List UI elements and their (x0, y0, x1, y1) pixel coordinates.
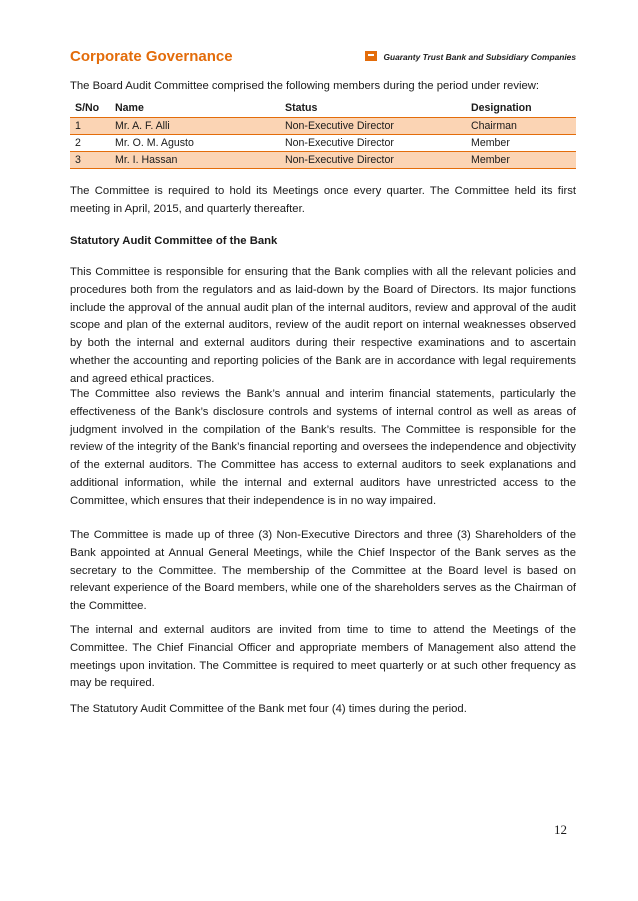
bank-name-header (365, 51, 576, 62)
intro-text: The Board Audit Committee comprised the following members during the period under review: (70, 80, 540, 92)
cell-name: Mr. O. M. Agusto (110, 135, 280, 152)
paragraph-reviews: The Committee also reviews the Bank’s annual and interim financial statements, particularly the effectiveness of the Bank’s disclosure controls and systems of internal control as well as areas of judgment involved in the compilation of the Bank’s results. The Committee is responsible for the review of the integrity of the Bank’s financial reporting and oversees the independence and objectivity of the external auditors. The Committee has access to external auditors to seek explanations and additional information, while the internal and external auditors have unrestricted access to the Committee, which ensures that their independence is in no way impaired. (70, 388, 576, 507)
table-row (70, 152, 576, 169)
bank-name-text: Guaranty Trust Bank and Subsidiary Companies (383, 52, 576, 62)
table-row (70, 135, 576, 152)
page-header (70, 48, 576, 70)
column-header-status: Status (280, 98, 466, 118)
section-title: Corporate Governance (70, 48, 233, 65)
cell-sno: 1 (70, 118, 110, 135)
paragraph-composition: The Committee is made up of three (3) Non-Executive Directors and three (3) Shareholders of the Bank appointed at Annual General Meetings, while the Chief Inspector of the Bank serves as the secretary to the Committee. The membership of the Committee at the Board level is based on relevant experience of the Board members, while one of the shareholders serves as the Chairman of the Committee. (70, 529, 576, 613)
cell-sno: 2 (70, 135, 110, 152)
cell-designation: Member (466, 135, 576, 152)
paragraph-responsibilities: This Committee is responsible for ensuring that the Bank complies with all the relevant policies and procedures both from the regulators and as laid-down by the Board of Directors. Its major functions include the approval of the annual audit plan of the internal auditors, review and approval of the audit scope and plan of the external auditors, review of the audit report on internal weaknesses observed by both the internal and external auditors during their respective examinations and to ascertain whether the accounting and reporting policies of the Bank are in accordance with legal requirements and agreed ethical practices. (70, 266, 576, 385)
cell-status: Non-Executive Director (280, 118, 466, 135)
gtbank-logo-icon (365, 51, 377, 61)
committee-members-table (70, 98, 576, 169)
cell-status: Non-Executive Director (280, 152, 466, 169)
statutory-audit-heading: Statutory Audit Committee of the Bank (70, 235, 278, 247)
meetings-paragraph: The Committee is required to hold its Meetings once every quarter. The Committee held its first meeting in April, 2015, and quarterly thereafter. (70, 185, 576, 215)
paragraph-auditors-invited: The internal and external auditors are invited from time to time to attend the Meetings of the Committee. The Chief Financial Officer and appropriate members of Management also attend the meetings upon invitation. The Committee is required to meet quarterly or at such other frequency as may be required. (70, 624, 576, 690)
column-header-designation: Designation (466, 98, 576, 118)
paragraph-meeting-count: The Statutory Audit Committee of the Bank met four (4) times during the period. (70, 703, 467, 715)
cell-designation: Chairman (466, 118, 576, 135)
cell-name: Mr. I. Hassan (110, 152, 280, 169)
column-header-sno: S/No (70, 98, 110, 118)
page-number: 12 (554, 822, 567, 837)
column-header-name: Name (110, 98, 280, 118)
cell-status: Non-Executive Director (280, 135, 466, 152)
cell-name: Mr. A. F. Alli (110, 118, 280, 135)
cell-designation: Member (466, 152, 576, 169)
table-header-row (70, 98, 576, 118)
table-row (70, 118, 576, 135)
cell-sno: 3 (70, 152, 110, 169)
